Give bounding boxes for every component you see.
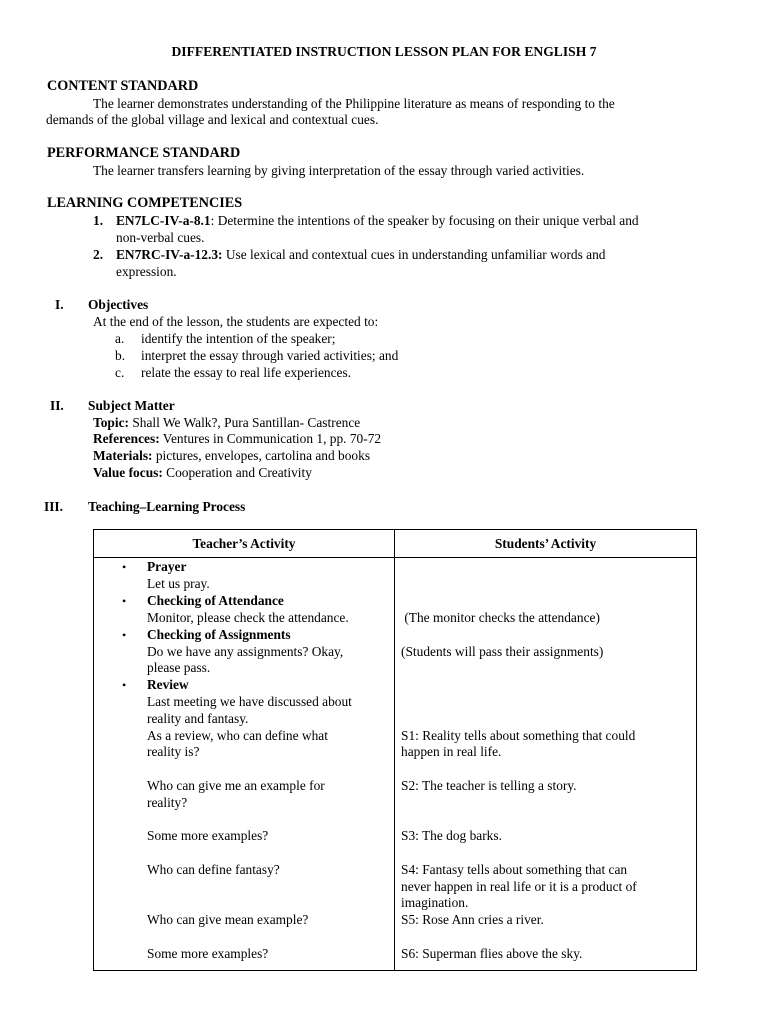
competency-code: EN7LC-IV-a-8.1	[116, 213, 211, 228]
attendance-text: Monitor, please check the attendance.	[147, 610, 349, 625]
student-s6: S6: Superman flies above the sky.	[401, 946, 583, 961]
materials-label: Materials:	[93, 448, 153, 463]
roman-numeral-ii: II.	[50, 398, 64, 413]
student-s2: S2: The teacher is telling a story.	[401, 778, 577, 793]
question-mean-example: Who can give mean example?	[147, 912, 309, 927]
students-activity-cell	[395, 558, 697, 971]
content-standard-line-2: demands of the global village and lexical and contextual cues.	[46, 112, 379, 127]
competency-number: 2.	[93, 247, 104, 262]
question-example-1: Who can give me an example for	[147, 778, 325, 793]
objectives-intro: At the end of the lesson, the students are expected to:	[93, 314, 379, 329]
activity-table-row	[94, 558, 697, 971]
bullet-icon: •	[122, 678, 127, 692]
student-s4-line-3: imagination.	[401, 895, 469, 910]
references-value: Ventures in Communication 1, pp. 70-72	[159, 431, 382, 446]
learning-competencies-heading: LEARNING COMPETENCIES	[47, 195, 243, 211]
value-focus-label: Value focus:	[93, 465, 163, 480]
performance-standard-text: The learner transfers learning by giving interpretation of the essay through varied activities.	[93, 163, 585, 178]
teacher-activity-cell	[94, 558, 395, 971]
review-text-2: reality and fantasy.	[147, 711, 249, 726]
competency-text: Use lexical and contextual cues in understanding unfamiliar words and	[222, 247, 606, 262]
objective-item	[93, 347, 693, 364]
objectives-list	[93, 330, 693, 381]
student-s3: S3: The dog barks.	[401, 828, 502, 843]
roman-numeral-iii: III.	[44, 499, 63, 514]
content-standard-line-1: The learner demonstrates understanding of the Philippine literature as means of responding to the	[93, 96, 615, 111]
objective-text: interpret the essay through varied activities; and	[141, 348, 399, 363]
objective-letter: c.	[115, 365, 125, 380]
competency-text-cont: non-verbal cues.	[116, 230, 205, 245]
objectives-heading: Objectives	[88, 297, 149, 312]
references-label: References:	[93, 431, 160, 446]
objective-text: identify the intention of the speaker;	[141, 331, 336, 346]
activity-table-header-row	[94, 530, 697, 558]
competency-number: 1.	[93, 213, 104, 228]
teaching-process-heading: Teaching–Learning Process	[88, 499, 246, 514]
review-text-4: reality is?	[147, 744, 200, 759]
attendance-heading: Checking of Attendance	[147, 593, 284, 608]
objective-text: relate the essay to real life experiences.	[141, 365, 352, 380]
student-s4-line-1: S4: Fantasy tells about something that can	[401, 862, 628, 877]
competency-text-cont: expression.	[116, 264, 177, 279]
prayer-text: Let us pray.	[147, 576, 210, 591]
objective-item	[93, 330, 693, 347]
competencies-list	[93, 212, 733, 280]
subject-matter-heading: Subject Matter	[88, 398, 175, 413]
prayer-heading: Prayer	[147, 559, 187, 574]
question-more-examples-2: Some more examples?	[147, 946, 269, 961]
review-heading: Review	[147, 677, 189, 692]
assignments-text-1: Do we have any assignments? Okay,	[147, 644, 344, 659]
assignments-text-2: please pass.	[147, 660, 211, 675]
subject-references	[93, 430, 381, 447]
subject-value-focus	[93, 464, 312, 481]
assignments-heading: Checking of Assignments	[147, 627, 291, 642]
value-focus-value: Cooperation and Creativity	[162, 465, 312, 480]
objective-item	[93, 364, 693, 381]
competency-code: EN7RC-IV-a-12.3:	[116, 247, 223, 262]
student-s4-line-2: never happen in real life or it is a product of	[401, 879, 637, 894]
bullet-icon: •	[122, 594, 127, 608]
objective-letter: a.	[115, 331, 125, 346]
topic-label: Topic:	[93, 415, 129, 430]
student-attendance-response: (The monitor checks the attendance)	[401, 610, 600, 625]
content-standard-heading: CONTENT STANDARD	[47, 78, 199, 94]
subject-topic	[93, 414, 360, 431]
roman-numeral-i: I.	[55, 297, 64, 312]
activity-table	[93, 529, 697, 971]
question-example-2: reality?	[147, 795, 188, 810]
student-s1-line-2: happen in real life.	[401, 744, 502, 759]
objective-letter: b.	[115, 348, 126, 363]
teacher-activity-header: Teacher’s Activity	[94, 530, 395, 558]
materials-value: pictures, envelopes, cartolina and books	[152, 448, 371, 463]
review-text-1: Last meeting we have discussed about	[147, 694, 352, 709]
bullet-icon: •	[122, 628, 127, 642]
topic-value: Shall We Walk?, Pura Santillan- Castrence	[128, 415, 361, 430]
competency-item	[93, 212, 733, 246]
student-s5: S5: Rose Ann cries a river.	[401, 912, 544, 927]
competency-text: Determine the intentions of the speaker by focusing on their unique verbal and	[214, 213, 639, 228]
competency-separator: :	[210, 213, 215, 228]
review-text-3: As a review, who can define what	[147, 728, 328, 743]
bullet-icon: •	[122, 560, 127, 574]
subject-materials	[93, 447, 370, 464]
student-s1-line-1: S1: Reality tells about something that could	[401, 728, 636, 743]
document-title: DIFFERENTIATED INSTRUCTION LESSON PLAN FOR ENGLISH 7	[171, 44, 597, 59]
question-define-fantasy: Who can define fantasy?	[147, 862, 280, 877]
performance-standard-heading: PERFORMANCE STANDARD	[47, 145, 241, 161]
students-activity-header: Students’ Activity	[395, 530, 697, 558]
competency-item	[93, 246, 733, 280]
student-assignments-response: (Students will pass their assignments)	[401, 644, 604, 659]
question-more-examples: Some more examples?	[147, 828, 269, 843]
